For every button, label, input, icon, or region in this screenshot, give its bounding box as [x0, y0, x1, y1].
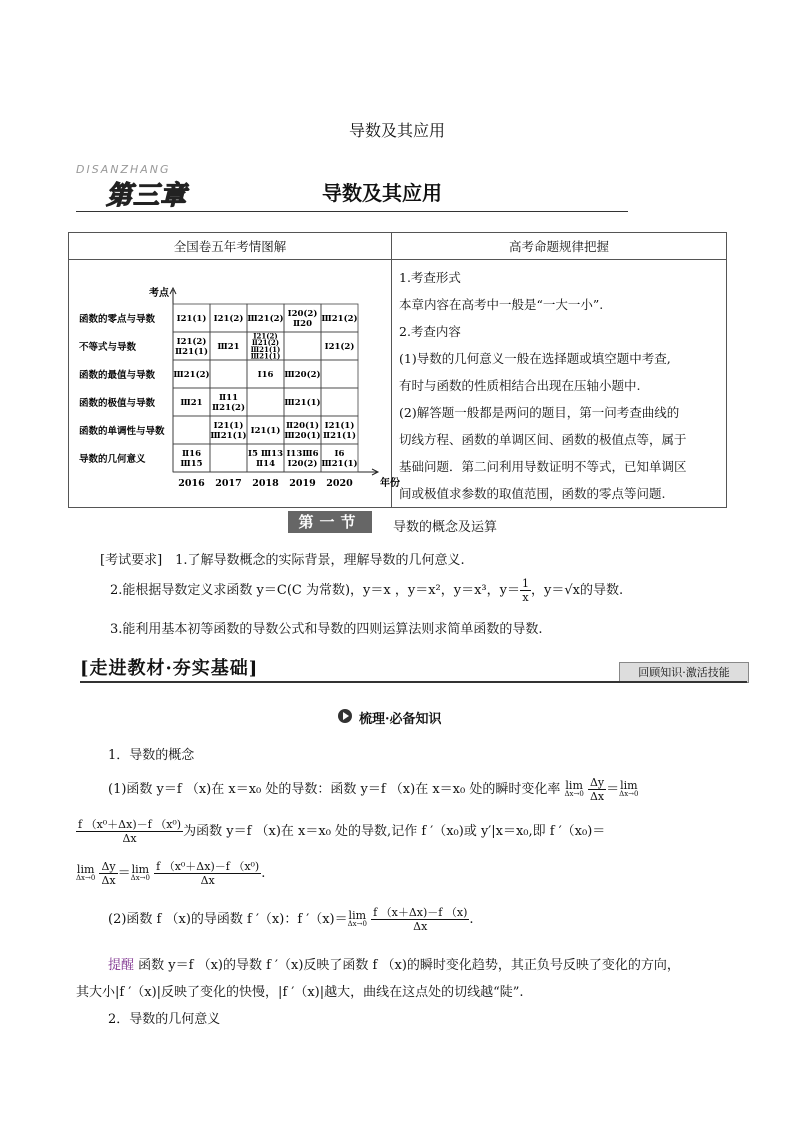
row-label: 函数的极值与导数: [79, 398, 156, 409]
concept-heading: 1．导数的概念: [108, 748, 195, 763]
part-heading: [走进教材·夯实基础]: [80, 658, 259, 679]
cell-entry: Ⅰ20(2): [287, 308, 318, 319]
row-label: 函数的单调性与导数: [79, 426, 165, 437]
chapter-title: 导数及其应用: [322, 181, 442, 205]
requirement-2-tail: ，y＝√x的导数.: [530, 583, 624, 598]
cell-entry: Ⅱ21(2): [212, 402, 245, 413]
concept-line-2: [76, 818, 605, 845]
year-tick-label: 2019: [289, 478, 316, 489]
concept-line-1-text: (1)函数 y＝f （x)在 x＝x₀ 处的导数：函数 y＝f （x)在 x＝x₀ 处的瞬时变化率: [108, 782, 561, 797]
cell-entry: Ⅲ21: [180, 397, 203, 408]
cell-entry: Ⅲ15: [180, 458, 203, 469]
subsection-title: 梳理·必备知识: [359, 712, 442, 727]
year-tick-label: 2020: [326, 478, 353, 489]
requirement-1: [考试要求] 1.了解导数概念的实际背景，理解导数的几何意义.: [100, 553, 465, 568]
difference-denominator: Δx: [122, 832, 137, 845]
derivative-quotient: [371, 906, 469, 933]
y-axis-label: 考点: [149, 288, 169, 299]
cell-entry: Ⅱ14: [256, 458, 275, 469]
year-tick-label: 2018: [252, 478, 279, 489]
chapter-badge: 第三章: [106, 181, 188, 211]
lim-text: lim: [348, 908, 367, 922]
cell-entry: Ⅰ21(2): [324, 341, 355, 352]
overview-left-head: 全国卷五年考情图解: [69, 233, 392, 260]
dy-dx-fraction: [588, 776, 606, 803]
grid-cell: [284, 332, 321, 360]
play-icon: [338, 709, 352, 723]
equals-sign: ＝: [117, 866, 131, 881]
requirement-3: 3.能利用基本初等函数的导数公式和导数的四则运算法则求简单函数的导数.: [110, 622, 543, 637]
limit-symbol-5: [347, 908, 367, 929]
cell-entry: Ⅲ21(2): [173, 369, 210, 380]
cell-entry: Ⅲ21(2): [321, 313, 358, 324]
difference-quotient: [76, 818, 183, 845]
cell-entry: Ⅲ21: [217, 341, 240, 352]
grid-cell: [321, 388, 358, 416]
cell-entry: Ⅲ21(2): [247, 313, 284, 324]
fraction-denominator: x: [522, 591, 529, 604]
lim-text: lim: [620, 778, 638, 792]
concept-line-3: [76, 860, 265, 887]
requirement-2-text: 2.能根据导数定义求函数 y＝C(C 为常数)，y＝x ，y＝x²，y＝x³，y＝: [110, 583, 520, 598]
rules-list: [399, 264, 718, 507]
cell-entry: Ⅱ21(1): [175, 346, 208, 357]
rule-line: 1.考查形式: [399, 270, 461, 285]
lim-text: lim: [131, 862, 150, 876]
difference-quotient-2: [154, 860, 261, 887]
cell-entry: Ⅱ20(1): [286, 420, 319, 431]
concept-line-2-text: 为函数 y＝f （x)在 x＝x₀ 处的导数,记作 f ′（x₀)或 y′|x＝x₀,即 f ′（x₀)＝: [183, 824, 606, 839]
derivative-numerator: f （x＋Δx)－f （x): [373, 906, 468, 919]
cell-entry: Ⅱ21(2): [251, 338, 280, 348]
tip-line-2: 其大小|f ′（x)|反映了变化的快慢，|f ′（x)|越大，曲线在这点处的切线越“陡”.: [76, 985, 524, 1000]
chapter-pinyin: DISANZHANG: [76, 163, 171, 176]
equals-sign: ＝: [606, 782, 620, 797]
rule-line: 基础问题．第二问利用导数证明不等式，已知单调区: [399, 459, 687, 474]
row-label: 函数的最值与导数: [79, 370, 156, 381]
period: .: [261, 866, 266, 881]
difference-denominator: Δx: [200, 874, 215, 887]
exam-chart-cell: [69, 260, 400, 508]
requirement-2: [110, 577, 623, 604]
limit-symbol-3: [76, 862, 96, 883]
dy: Δy: [101, 860, 116, 873]
cell-entry: Ⅰ21(1): [213, 420, 244, 431]
lim-subscript: Δx→0: [619, 789, 639, 798]
grid-cell: [210, 444, 247, 472]
cell-entry: Ⅲ20(1): [284, 430, 321, 441]
cell-entry: Ⅰ21(1): [324, 420, 355, 431]
grid-cell: [321, 360, 358, 388]
cell-entry: Ⅱ21(1): [323, 430, 356, 441]
year-tick-label: 2016: [178, 478, 205, 489]
year-tick-label: 2017: [215, 478, 242, 489]
rule-line: 切线方程、函数的单调区间、函数的极值点等，属于: [399, 432, 687, 447]
cell-entry: Ⅰ13Ⅲ6: [286, 448, 319, 459]
cell-entry: Ⅲ21(1): [210, 430, 247, 441]
cell-entry: Ⅰ21(2): [176, 336, 207, 347]
lim-subscript: Δx→0: [347, 919, 367, 928]
dy: Δy: [589, 776, 605, 789]
cell-entry: Ⅰ16: [257, 369, 274, 380]
derivative-denominator: Δx: [413, 920, 428, 933]
row-label: 不等式与导数: [79, 342, 137, 353]
section-title: 导数的概念及运算: [393, 520, 498, 535]
cell-entry: Ⅰ20(2): [287, 458, 318, 469]
lim-subscript: Δx→0: [130, 873, 150, 882]
rules-cell: [392, 260, 727, 508]
grid-cell: [247, 388, 284, 416]
dx: Δx: [589, 790, 605, 803]
part-tag: 回顾知识·激活技能: [619, 662, 749, 683]
row-label: 导数的几何意义: [79, 454, 146, 465]
cell-entry: Ⅰ6: [334, 448, 345, 459]
overview-table: [68, 232, 727, 508]
overview-right-head: 高考命题规律把握: [392, 233, 727, 260]
cell-entry: Ⅰ21(1): [250, 425, 281, 436]
fraction-numerator: 1: [521, 577, 529, 590]
rule-line: (2)解答题一般都是两问的题目，第一问考查曲线的: [399, 405, 680, 420]
rule-line: 本章内容在高考中一般是“一大一小”.: [399, 297, 604, 312]
rule-line: (1)导数的几何意义一般在选择题或填空题中考查,: [399, 351, 671, 366]
derivative-function-line: [108, 906, 474, 933]
limit-symbol-4: [130, 862, 150, 883]
cell-entry: Ⅲ21(1): [250, 344, 281, 354]
part-rule: [80, 681, 747, 683]
page-header-title: 导数及其应用: [348, 121, 445, 140]
cell-entry: Ⅰ21(2): [213, 313, 244, 324]
cell-entry: Ⅱ20: [293, 318, 312, 329]
cell-entry: Ⅰ21(1): [176, 313, 207, 324]
cell-entry: Ⅱ11: [219, 392, 238, 403]
row-label: 函数的零点与导数: [79, 314, 156, 325]
x-axis-label: 年份: [380, 478, 400, 489]
exam-chart: [69, 260, 400, 504]
concept-line-1: [108, 776, 638, 803]
derivative-function-text: (2)函数 f （x)的导函数 f ′（x)：f ′（x)＝: [108, 912, 348, 927]
period: .: [469, 912, 474, 927]
cell-entry: Ⅰ5 Ⅲ13: [247, 448, 284, 459]
difference-numerator: f （x⁰＋Δx)－f （x⁰): [156, 860, 260, 873]
cell-entry: Ⅲ20(2): [284, 369, 321, 380]
rule-line: 2.考查内容: [399, 324, 461, 339]
requirement-2-fraction: [520, 577, 531, 604]
tip-label: 提醒: [108, 958, 135, 973]
grid-cell: [210, 360, 247, 388]
cell-entry: Ⅲ21(1): [284, 397, 321, 408]
limit-symbol-2: [619, 778, 639, 799]
exam-chart-svg: [69, 260, 400, 504]
cell-entry: Ⅲ21(1): [250, 351, 281, 361]
tip-line-1: [108, 954, 680, 973]
lim-text: lim: [565, 778, 583, 792]
rule-line: 有时与函数的性质相结合出现在压轴小题中.: [399, 378, 641, 393]
difference-numerator: f （x⁰＋Δx)－f （x⁰): [78, 818, 182, 831]
rule-line: 间或极值求参数的取值范围，函数的零点等问题.: [399, 486, 666, 501]
lim-subscript: Δx→0: [564, 789, 584, 798]
section-banner: 第一节: [288, 511, 372, 533]
lim-subscript: Δx→0: [76, 873, 96, 882]
cell-entry: Ⅰ21(2): [253, 331, 278, 341]
cell-entry: Ⅲ21(1): [321, 458, 358, 469]
chapter-banner: [76, 163, 628, 212]
dx: Δx: [101, 874, 116, 887]
cell-entry: Ⅱ16: [182, 448, 201, 459]
dy-dx-fraction-2: [99, 860, 117, 887]
grid-cell: [173, 416, 210, 444]
tip-text: 函数 y＝f （x)的导数 f ′（x)反映了函数 f （x)的瞬时变化趋势，其正负号反映了变化的方向，: [138, 958, 680, 973]
geometric-meaning-heading: 2．导数的几何意义: [108, 1012, 221, 1027]
limit-symbol: [564, 778, 584, 799]
lim-text: lim: [76, 862, 95, 876]
